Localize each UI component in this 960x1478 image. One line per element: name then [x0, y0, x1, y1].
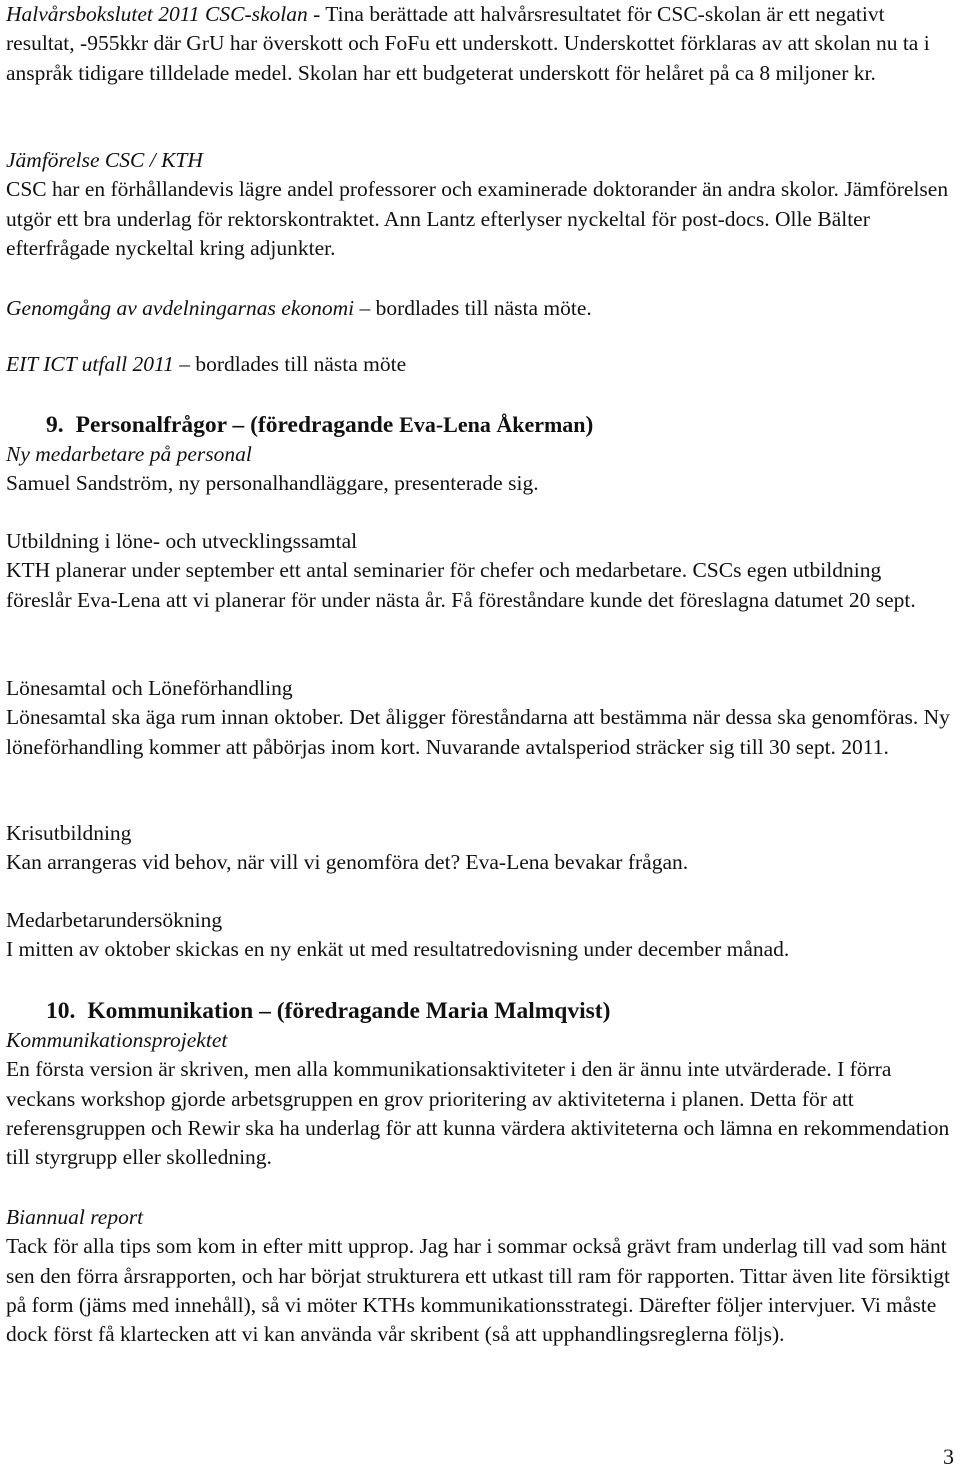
subsection-lonesamtal: [6, 674, 951, 762]
subsection-utbildning: [6, 527, 951, 615]
paragraph-text: CSC har en förhållandevis lägre andel professorer och examinerade doktorander än andra skolor. Jämförelsen utgör ett bra underlag för rektorskontraktet. Ann Lantz efterlyser nyckeltal för post-docs. Olle Bälter efterfrågade nyckeltal kring adjunkter.: [6, 177, 949, 260]
subsection-ny-medarbetare: [6, 440, 951, 499]
paragraph-title: Genomgång av avdelningarnas ekonomi: [6, 296, 355, 320]
subsection-text: I mitten av oktober skickas en ny enkät ut med resultatredovisning under december månad.: [6, 937, 790, 962]
section-heading-personalfragor: [46, 410, 593, 440]
section-presenter-name: Eva-Lena Åkerman: [399, 412, 586, 437]
subsection-text: Kan arrangeras vid behov, när vill vi genomföra det? Eva-Lena bevakar frågan.: [6, 850, 689, 875]
paragraph-title: Halvårsbokslutet 2011 CSC-skolan: [6, 2, 308, 26]
paragraph-title: Jämförelse CSC / KTH: [6, 148, 203, 172]
subsection-kommunikationsprojektet: [6, 1026, 951, 1172]
subsection-title: Ny medarbetare på personal: [6, 442, 252, 466]
subsection-krisutbildning: [6, 819, 951, 878]
paragraph-text: – bordlades till nästa möte.: [354, 296, 592, 320]
section-heading-kommunikation: [46, 996, 610, 1026]
subsection-title: Utbildning i löne- och utvecklingssamtal: [6, 529, 358, 553]
section-number: 9.: [46, 412, 64, 438]
subsection-text: Tack för alla tips som kom in efter mitt upprop. Jag har i sommar också grävt fram underlag till vad som hänt sen den förra årsrapporten, och har börjat strukturera ett utkast till ram för rapporten. Tittar även lite försiktigt på form (jäms med innehåll), så vi möter KTHs kommunikationsstrategi. Därefter följer intervjuer. Vi måste dock först få klartecken att vi kan använda vår skribent (så att upphandlingsreglerna följs).: [6, 1234, 950, 1347]
paragraph-text: – bordlades till nästa möte: [173, 352, 407, 376]
page-number: 3: [943, 1444, 954, 1469]
section-title: Personalfrågor: [75, 412, 227, 438]
paragraph-jamforelse: [6, 146, 951, 263]
subsection-title: Biannual report: [6, 1205, 144, 1229]
subsection-title: Medarbetarundersökning: [6, 908, 223, 932]
subsection-text: En första version är skriven, men alla kommunikationsaktiviteter i den är ännu inte utvärderade. I förra veckans workshop gjorde arbetsgruppen en grov prioritering av aktiviteterna i planen. Detta för att referensgruppen och Rewir ska ha underlag för att kunna värdera aktiviteterna och lämna en rekommendation till styrgrupp eller skolledning.: [6, 1057, 950, 1170]
section-presenter-close: ): [585, 412, 594, 438]
section-title: Kommunikation – (föredragande Maria Malmqvist): [87, 998, 611, 1024]
paragraph-text: - Tina berättade att halvårsresultatet för CSC-skolan är ett negativt resultat, -955kkr där GrU har överskott och FoFu ett underskott. Underskottet förklaras av att skolan nu ta i anspråk tidigare tilldelade medel. Skolan har ett budgeterat underskott för helåret på ca 8 miljoner kr.: [6, 2, 930, 85]
subsection-text: KTH planerar under september ett antal seminarier för chefer och medarbetare. CSCs egen utbildning föreslår Eva-Lena att vi planerar för under nästa år. Få föreståndare kunde det föreslagna datumet 20 sept.: [6, 558, 916, 612]
subsection-text: Samuel Sandström, ny personalhandläggare, presenterade sig.: [6, 471, 539, 496]
subsection-medarbetarundersokning: [6, 906, 951, 965]
subsection-title: Kommunikationsprojektet: [6, 1028, 228, 1052]
subsection-text: Lönesamtal ska äga rum innan oktober. Det åligger föreståndarna att bestämma när dessa ska genomföras. Ny löneförhandling kommer att påbörjas inom kort. Nuvarande avtalsperiod sträcker sig till 30 sept. 2011.: [6, 705, 950, 759]
subsection-biannual-report: [6, 1203, 951, 1349]
section-number: 10.: [46, 998, 76, 1024]
subsection-title: Lönesamtal och Löneförhandling: [6, 676, 293, 700]
subsection-title: Krisutbildning: [6, 821, 132, 845]
paragraph-eit-ict: [6, 350, 951, 379]
section-presenter-open: (föredragande: [250, 412, 400, 438]
paragraph-avdelningar-ekonomi: [6, 294, 951, 323]
paragraph-halvarsbokslut: [6, 0, 951, 88]
paragraph-title: EIT ICT utfall 2011: [6, 352, 174, 376]
section-dash: –: [226, 412, 251, 438]
